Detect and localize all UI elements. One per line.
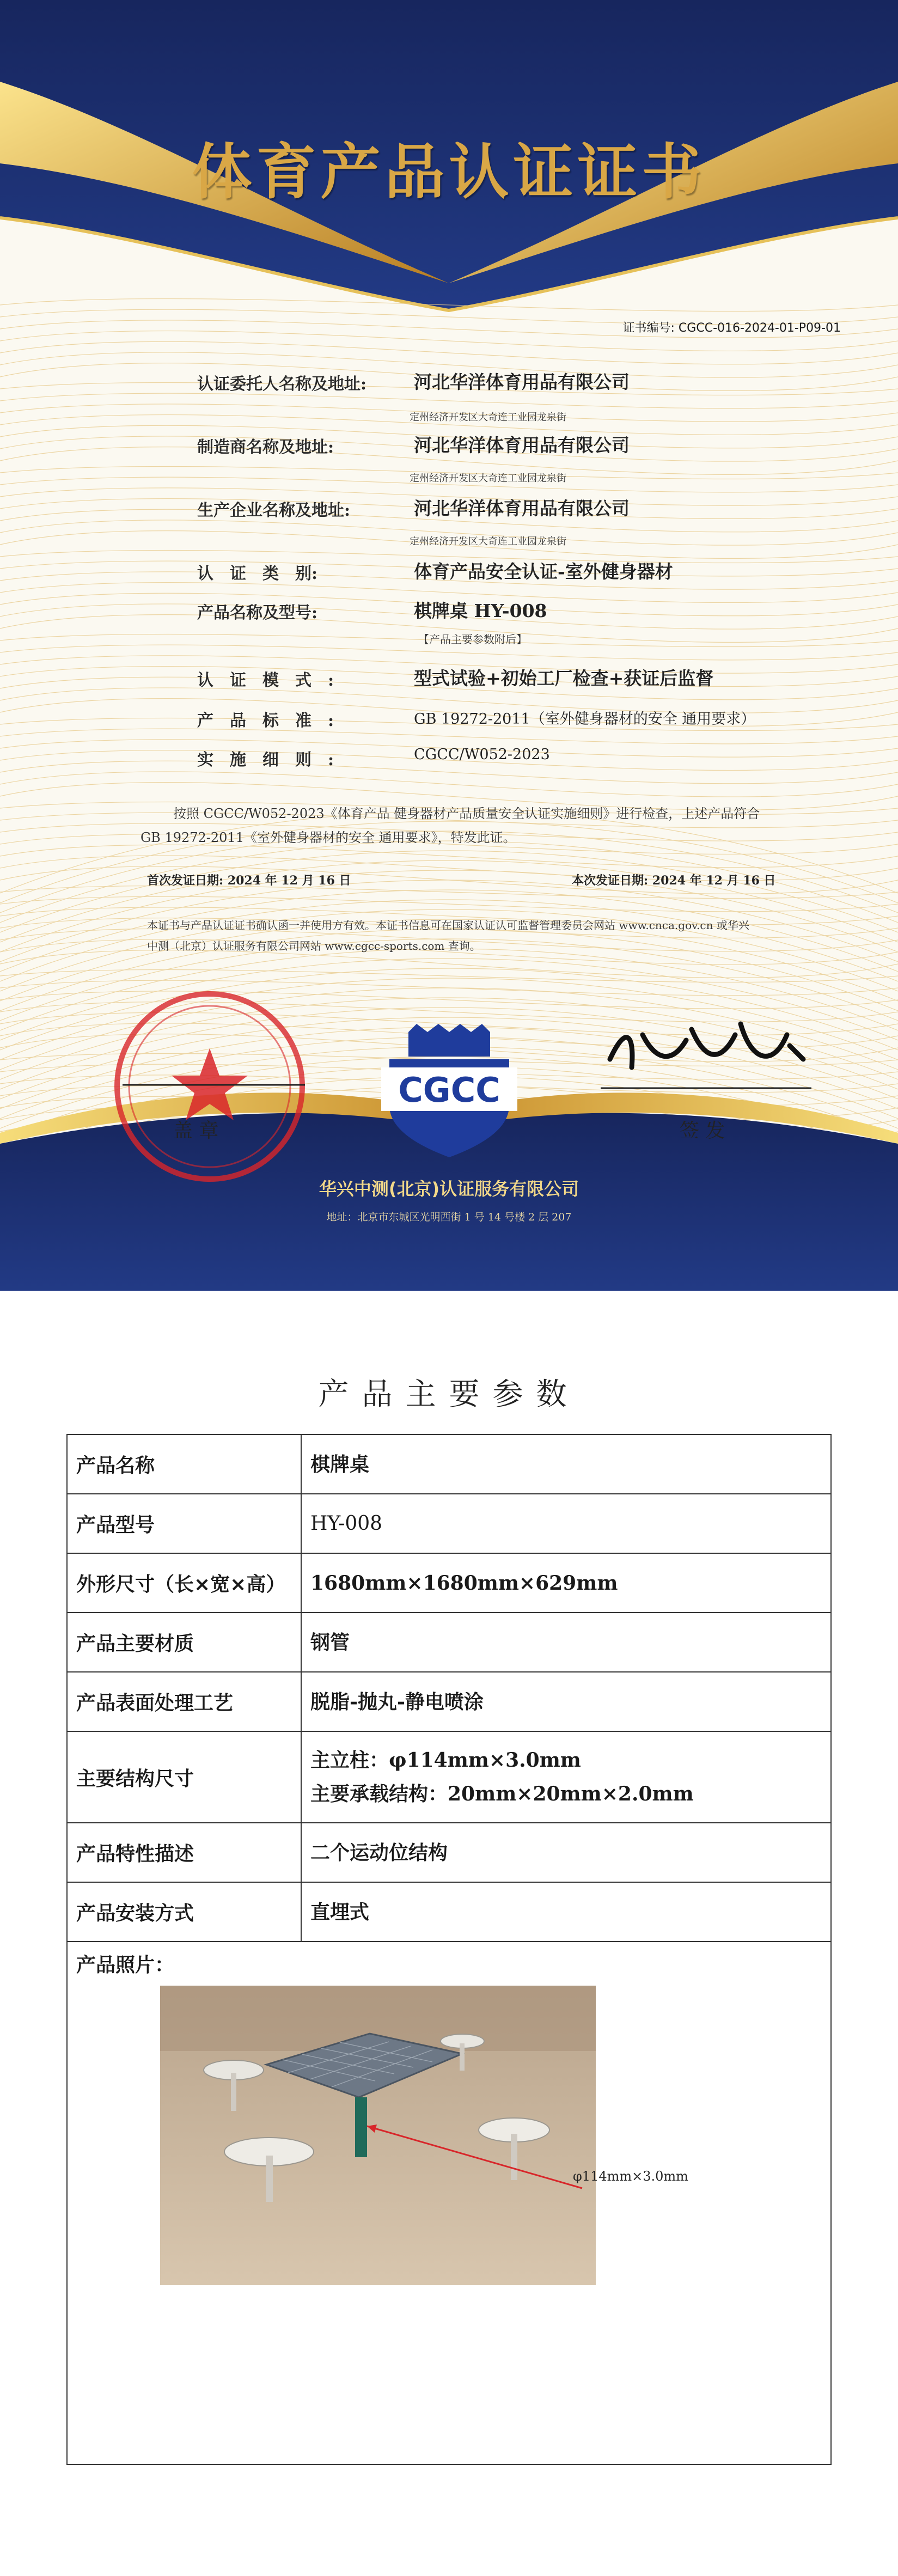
address-commissioner: 定州经济开发区大奇连工业园龙泉街 xyxy=(410,412,566,423)
cgcc-logo-text: CGCC xyxy=(398,1070,500,1110)
photo-callout: φ114mm×3.0mm xyxy=(573,2169,688,2184)
table-row xyxy=(67,1613,831,1672)
table-row xyxy=(67,1731,831,1823)
label-commissioner: 认证委托人名称及地址: xyxy=(197,375,367,394)
param-key: 产品名称 xyxy=(67,1434,301,1494)
photo-cell xyxy=(67,1942,831,2464)
guilloche-line xyxy=(0,949,898,1030)
label-producer: 生产企业名称及地址: xyxy=(197,501,351,520)
issuer-address: 地址：北京市东城区光明西街 1 号 14 号楼 2 层 207 xyxy=(326,1211,572,1223)
param-value: 二个运动位结构 xyxy=(301,1823,831,1882)
param-key: 产品表面处理工艺 xyxy=(67,1672,301,1731)
param-value-line-1: 主立柱：φ114mm×3.0mm xyxy=(310,1749,581,1772)
param-value: 直埋式 xyxy=(301,1882,831,1942)
param-value xyxy=(301,1731,831,1823)
label-manufacturer: 制造商名称及地址: xyxy=(197,438,334,457)
label-category: 认 证 类 别: xyxy=(197,564,318,583)
table-row xyxy=(67,1823,831,1882)
guilloche-line xyxy=(0,393,898,408)
param-value: HY-008 xyxy=(301,1494,831,1553)
label-cert-mode: 认 证 模 式 : xyxy=(197,671,334,690)
table-row xyxy=(67,1672,831,1731)
param-value-line-2: 主要承载结构：20mm×20mm×2.0mm xyxy=(310,1783,694,1805)
table-row xyxy=(67,1942,831,2464)
label-standard: 产 品 标 准 : xyxy=(197,711,334,730)
address-manufacturer: 定州经济开发区大奇连工业园龙泉街 xyxy=(410,473,566,484)
table-row xyxy=(67,1882,831,1942)
this-issue-date: 本次发证日期: 2024 年 12 月 16 日 xyxy=(572,874,776,888)
param-key: 外形尺寸（长×宽×高） xyxy=(67,1553,301,1613)
value-manufacturer: 河北华洋体育用品有限公司 xyxy=(414,435,630,456)
param-key: 产品安装方式 xyxy=(67,1882,301,1942)
parameters-page xyxy=(0,1295,898,2576)
value-product-name: 棋牌桌 HY-008 xyxy=(414,600,547,621)
certification-statement: 按照 CGCC/W052-2023《体育产品 健身器材产品质量安全认证实施细则》进行检查，上述产品符合 GB 19272-2011《室外健身器材的安全 通用要求》，特发此证。 xyxy=(140,806,760,845)
photo-label: 产品照片： xyxy=(76,1954,175,1976)
value-rules: CGCC/W052-2023 xyxy=(414,746,550,763)
param-key: 产品型号 xyxy=(67,1494,301,1553)
param-value: 1680mm×1680mm×629mm xyxy=(301,1553,831,1613)
label-product-name: 产品名称及型号: xyxy=(197,603,318,622)
value-commissioner: 河北华洋体育用品有限公司 xyxy=(414,371,630,393)
first-issue-date: 首次发证日期: 2024 年 12 月 16 日 xyxy=(147,874,351,888)
label-rules: 实 施 细 则 : xyxy=(197,750,334,770)
params-table xyxy=(66,1434,832,2465)
table-row xyxy=(67,1494,831,1553)
guilloche-line xyxy=(0,991,898,1009)
value-standard: GB 19272-2011（室外健身器材的安全 通用要求） xyxy=(414,711,756,728)
value-category: 体育产品安全认证-室外健身器材 xyxy=(414,561,673,582)
param-value: 棋牌桌 xyxy=(301,1434,831,1494)
guilloche-line xyxy=(0,729,898,744)
guilloche-line xyxy=(0,645,898,660)
param-key: 产品主要材质 xyxy=(67,1613,301,1672)
certificate-title: 体育产品认证证书 xyxy=(192,137,706,207)
address-producer: 定州经济开发区大奇连工业园龙泉街 xyxy=(410,536,566,547)
certificate-number: 证书编号: CGCC-016-2024-01-P09-01 xyxy=(622,321,841,335)
param-note: 【产品主要参数附后】 xyxy=(418,633,527,646)
value-cert-mode: 型式试验+初始工厂检查+获证后监督 xyxy=(414,668,714,689)
table-row xyxy=(67,1553,831,1613)
product-photo xyxy=(160,1986,596,2285)
param-key: 主要结构尺寸 xyxy=(67,1731,301,1823)
value-producer: 河北华洋体育用品有限公司 xyxy=(414,498,630,519)
params-title: 产品主要参数 xyxy=(318,1377,580,1412)
param-value: 脱脂-抛丸-静电喷涂 xyxy=(301,1672,831,1731)
verification-notice: 本证书与产品认证证书确认函一并使用方有效。本证书信息可在国家认证认可监督管理委员会网站 www.cnca.gov.cn 或华兴中测（北京）认证服务有限公司网站 www.cgcc-sports.com 查询。 xyxy=(147,919,749,953)
param-value: 钢管 xyxy=(301,1613,831,1672)
issuer-name: 华兴中测(北京)认证服务有限公司 xyxy=(319,1179,579,1199)
seal-label: 盖 章 xyxy=(173,1120,219,1142)
guilloche-line xyxy=(0,1002,898,1022)
sign-label: 签 发 xyxy=(680,1120,725,1142)
table-row xyxy=(67,1434,831,1494)
param-key: 产品特性描述 xyxy=(67,1823,301,1882)
guilloche-line xyxy=(0,772,898,797)
